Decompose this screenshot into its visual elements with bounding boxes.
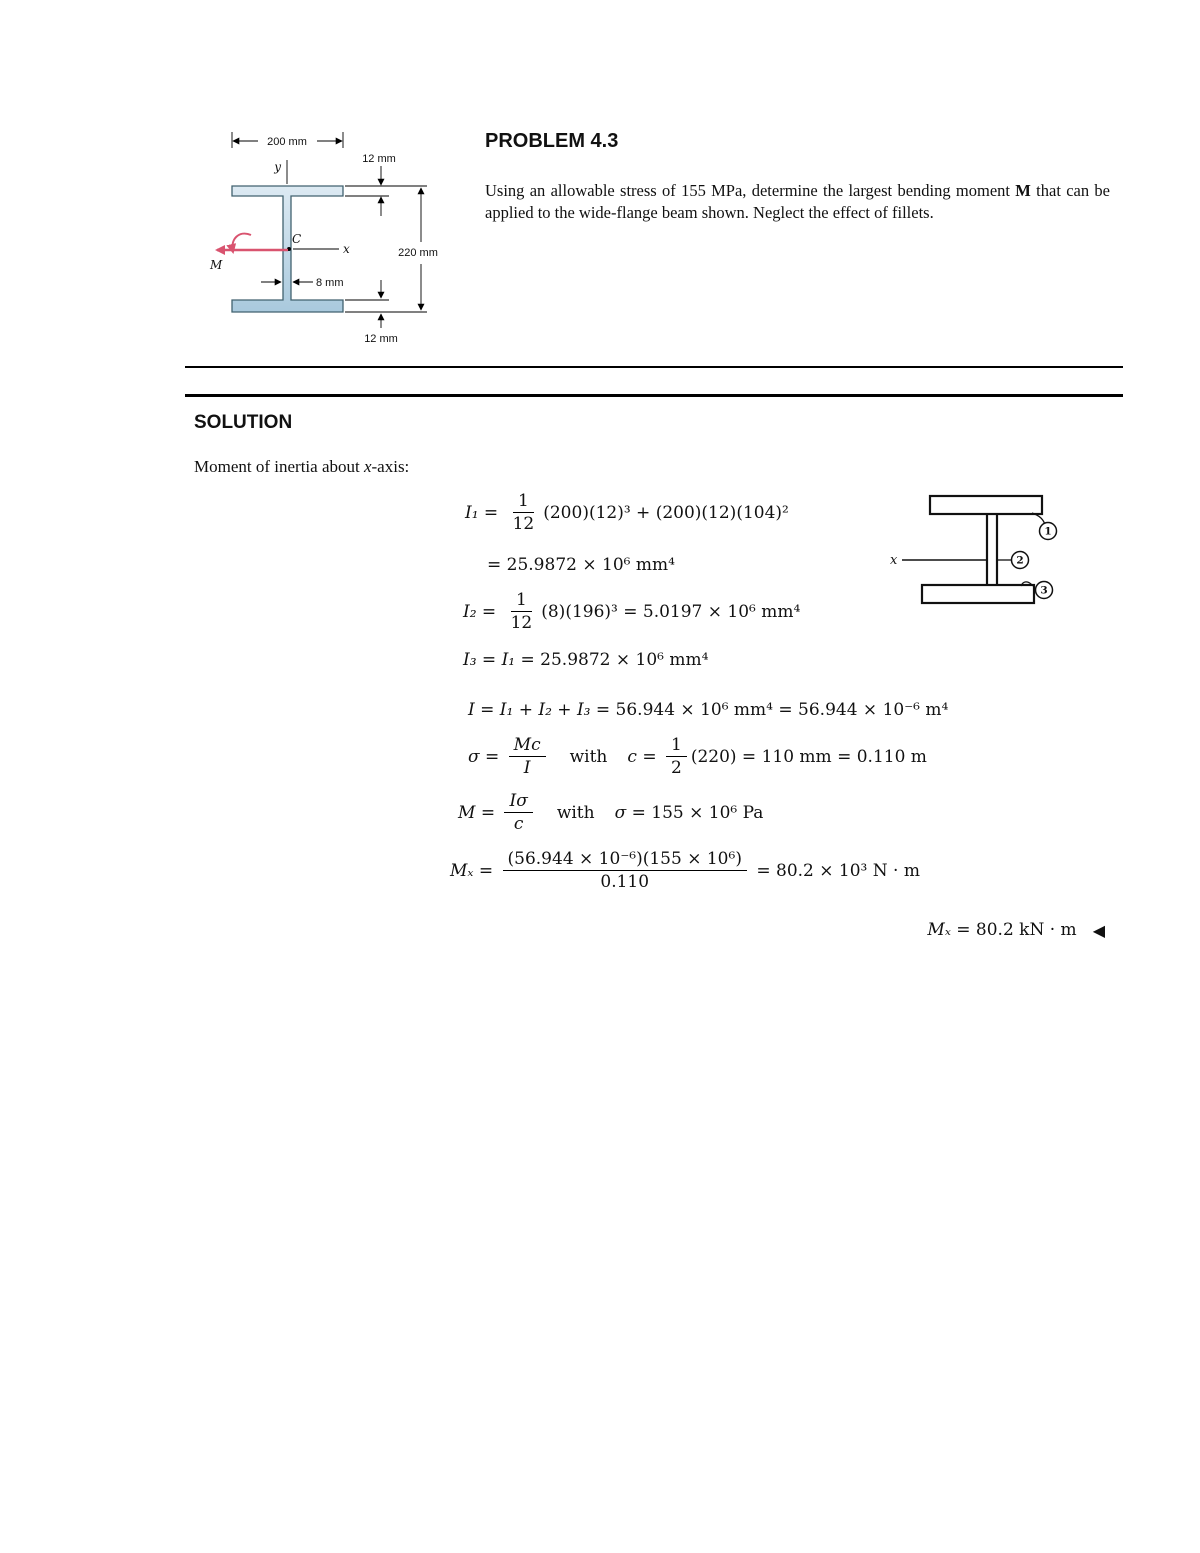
equation-i3: [463, 650, 708, 670]
intro-pre: Moment of inertia about: [194, 457, 364, 476]
math-equals: =: [474, 700, 500, 720]
solution-intro: [194, 457, 409, 477]
fraction: [508, 491, 540, 534]
centroid-label: C: [292, 232, 302, 246]
math-text: = 25.9872 × 10⁶ mm⁴: [487, 555, 675, 575]
y-axis-label: y: [274, 160, 281, 174]
math-mid: I₁: [501, 650, 516, 670]
math-rhs: (200)(12)³ + (200)(12)(104)²: [543, 502, 789, 523]
intro-post: -axis:: [371, 457, 410, 476]
equation-mx: [450, 849, 920, 892]
equation-m: [458, 791, 763, 834]
part-2-label: 2: [1016, 554, 1024, 567]
fraction: [503, 849, 747, 892]
math-with: with: [569, 746, 608, 767]
fraction: [509, 735, 546, 778]
math-lhs: M: [458, 802, 476, 823]
fraction-denominator: c: [513, 814, 524, 834]
math-rhs: = 56.944 × 10⁶ mm⁴ = 56.944 × 10⁻⁶ m⁴: [590, 700, 949, 720]
sketch-leaders: [997, 513, 1045, 586]
dim-label-web: 8 mm: [316, 277, 344, 289]
fraction-numerator: 1: [511, 590, 532, 612]
dimension-lines: [232, 132, 427, 328]
moment-arrow: [209, 234, 288, 272]
fraction: [506, 590, 538, 633]
fraction-denominator: 12: [512, 514, 535, 534]
final-answer: [927, 920, 1105, 940]
moment-label: M: [210, 258, 223, 272]
math-lhs: I₃: [463, 650, 477, 670]
dim-label-width: 200 mm: [267, 136, 307, 148]
math-rhs: = 155 × 10⁶ Pa: [626, 802, 764, 823]
problem-statement: [485, 180, 1110, 224]
math-lhs: Mₓ: [450, 860, 474, 881]
beam-cross-section-figure: [175, 112, 475, 357]
equation-i2: [463, 590, 800, 633]
fraction-denominator: 2: [670, 758, 682, 778]
fraction-denominator: 12: [510, 613, 533, 633]
fraction-numerator: Iσ: [504, 791, 532, 813]
dim-label-flange-bottom: 12 mm: [364, 333, 398, 345]
fraction-numerator: 1: [666, 735, 687, 757]
part-3-label: 3: [1040, 584, 1048, 597]
math-lhs: Mₓ: [927, 920, 951, 940]
sketch-beam: [922, 496, 1042, 603]
moment-symbol: M: [1015, 181, 1031, 200]
math-lhs: I₂: [463, 601, 477, 622]
math-equals: =: [475, 802, 501, 823]
math-lhs: σ: [468, 746, 480, 767]
fraction: [504, 791, 532, 834]
math-lhs: I₁: [465, 502, 479, 523]
math-var-sigma: σ: [614, 802, 627, 823]
fraction-numerator: Mc: [509, 735, 546, 757]
math-equals: =: [473, 860, 499, 881]
math-rhs: (8)(196)³ = 5.0197 × 10⁶ mm⁴: [541, 601, 801, 622]
part-1-label: 1: [1044, 525, 1052, 538]
problem-text-post: that can be applied to the wide-flange beam shown. Neglect the effect of fillets.: [485, 181, 1111, 222]
sketch-x-label: x: [890, 553, 898, 568]
equation-i-total: [468, 700, 948, 720]
math-rhs: = 25.9872 × 10⁶ mm⁴: [515, 650, 709, 670]
x-axis-label: x: [343, 242, 350, 256]
fraction: [666, 735, 687, 778]
math-with: with: [556, 802, 595, 823]
answer-value: = 80.2 kN · m: [950, 920, 1077, 940]
fraction-denominator: I: [523, 758, 531, 778]
problem-text-pre: Using an allowable stress of 155 MPa, determine the largest bending moment: [485, 181, 1016, 200]
divider-rule-thick: [185, 394, 1123, 397]
dim-label-flange-top: 12 mm: [362, 153, 396, 165]
math-equals: =: [479, 746, 505, 767]
intro-var-x: x: [363, 457, 372, 476]
equation-sigma: [468, 735, 927, 778]
equation-i1: [465, 491, 789, 534]
math-var-c: c: [627, 746, 637, 767]
math-equals: =: [636, 746, 662, 767]
math-mid: I₁ + I₂ + I₃: [499, 700, 591, 720]
math-equals: =: [476, 601, 502, 622]
fraction-numerator: (56.944 × 10⁻⁶)(155 × 10⁶): [503, 849, 747, 871]
divider-rule-thin: [185, 366, 1123, 368]
math-equals: =: [476, 650, 502, 670]
solution-heading: SOLUTION: [194, 412, 293, 433]
math-lhs: I: [468, 700, 475, 720]
math-rhs: = 80.2 × 10³ N · m: [750, 860, 920, 881]
equation-i1-result: [487, 555, 675, 575]
fraction-denominator: 0.110: [600, 872, 650, 892]
dim-label-depth: 220 mm: [398, 247, 438, 259]
problem-title: PROBLEM 4.3: [485, 130, 619, 152]
math-equals: =: [478, 502, 504, 523]
beam-parts-sketch: [882, 483, 1072, 618]
fraction-numerator: 1: [513, 491, 534, 513]
math-rhs: (220) = 110 mm = 0.110 m: [690, 746, 927, 767]
answer-marker-icon: ◀: [1092, 920, 1105, 940]
